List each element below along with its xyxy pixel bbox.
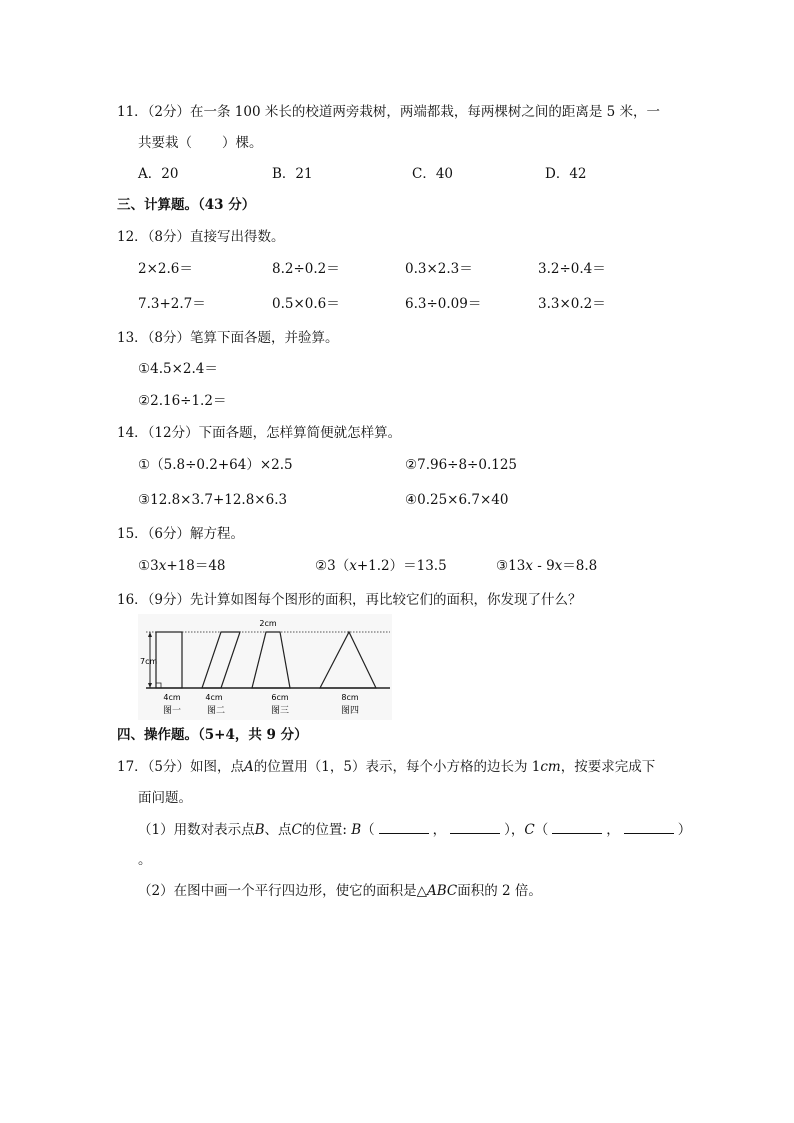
q17-p2-triangle: ABC: [426, 883, 458, 899]
q13-item-1: ①4.5×2.4＝: [138, 361, 218, 377]
q12-r2c2: 0.5×0.6＝: [272, 296, 340, 312]
q17-p1-point-b: B: [254, 822, 265, 838]
q17-text-a: 17．（5分）如图，点: [117, 759, 245, 775]
answer-blank-b-y[interactable]: [450, 819, 500, 834]
q14-item-2: ②7.96÷8÷0.125: [405, 457, 518, 473]
q11-option-d: D．42: [545, 166, 587, 182]
q12-r2c1: 7.3+2.7＝: [138, 296, 206, 312]
q15-e3-mid: - 9: [532, 558, 555, 574]
q17-p1-text-a: （1）用数对表示点: [138, 822, 255, 838]
q15-e3-rest: ＝8.8: [562, 558, 598, 574]
q17-text-b: 的位置用（1，5）表示，每个小方格的边长为 1: [253, 759, 541, 775]
q15-e3-var1: x: [525, 558, 533, 574]
q15-stem: 15．（6分）解方程。: [117, 526, 245, 542]
q15-e2-coef: 3（: [327, 558, 350, 574]
q17-p1-text-b: 、点: [264, 822, 292, 838]
q12-stem: 12．（8分）直接写出得数。: [117, 229, 285, 245]
q17-unit: cm: [540, 759, 561, 775]
q17-p2-text-a: （2）在图中画一个平行四边形，使它的面积是△: [138, 883, 427, 899]
figure-name-3: 图三: [270, 706, 290, 716]
figure-name-2: 图二: [206, 706, 226, 716]
q13-item-2: ②2.16÷1.2＝: [138, 393, 227, 409]
q15-e3-var2: x: [554, 558, 563, 574]
q17-part2: [138, 881, 542, 901]
q11-line2-post: ）棵。: [222, 135, 263, 151]
q11-line2: [138, 133, 263, 153]
q12-r2c4: 3.3×0.2＝: [538, 296, 606, 312]
q15-e3-number: ③: [496, 558, 509, 574]
q17-point-a: A: [244, 759, 254, 775]
q17-p1-comma2: ，: [606, 822, 620, 838]
q17-line1: [117, 757, 655, 777]
top-length-label: 2cm: [259, 619, 277, 628]
q16-shapes-figure: [138, 614, 392, 720]
q17-p1-point-c: C: [291, 822, 302, 838]
q15-e3-coef: 13: [508, 558, 526, 574]
q15-equation-1: [138, 556, 226, 576]
q17-p1-close2: ）: [677, 822, 692, 838]
q17-part1: [138, 819, 691, 840]
q17-p1-close: ），: [504, 822, 525, 838]
answer-blank-b-x[interactable]: [379, 819, 429, 834]
q12-r1c1: 2×2.6＝: [138, 261, 193, 277]
q15-equation-2: [315, 556, 447, 576]
height-label: 7cm: [140, 657, 158, 666]
base-label-2: 4cm: [205, 693, 223, 702]
q15-e1-rest: +18＝48: [166, 558, 226, 574]
q17-p1-point-c2: C: [524, 822, 535, 838]
q13-stem: 13．（8分）笔算下面各题，并验算。: [117, 330, 339, 346]
q14-stem: 14．（12分）下面各题，怎样算简便就怎样算。: [117, 425, 402, 441]
q17-p1-point-b2: B: [351, 822, 362, 838]
base-label-1: 4cm: [163, 693, 181, 702]
q17-p1-text-c: 的位置:: [301, 822, 347, 838]
figure-name-1: 图一: [162, 706, 182, 716]
answer-blank-c-y[interactable]: [624, 819, 674, 834]
q12-r1c2: 8.2÷0.2＝: [272, 261, 340, 277]
q12-r2c3: 6.3÷0.09＝: [405, 296, 482, 312]
q15-e2-number: ②: [315, 558, 328, 574]
q17-p2-text-b: 面积的 2 倍。: [457, 883, 542, 899]
q11-option-a: A．20: [138, 166, 179, 182]
q14-item-4: ④0.25×6.7×40: [405, 492, 509, 508]
q17-part1-end: 。: [138, 852, 152, 868]
q12-r1c3: 0.3×2.3＝: [405, 261, 473, 277]
q15-e1-var: x: [158, 558, 167, 574]
q17-p1-open: （: [361, 822, 375, 838]
q16-stem: 16．（9分）先计算如图每个图形的面积，再比较它们的面积，你发现了什么？: [117, 592, 582, 608]
answer-blank-c-x[interactable]: [552, 819, 602, 834]
q17-p1-open2: （: [534, 822, 549, 838]
base-label-3: 6cm: [271, 693, 289, 702]
q12-r1c4: 3.2÷0.4＝: [538, 261, 606, 277]
section-4-heading: 四、操作题。（5+4，共 9 分）: [117, 727, 308, 743]
q11-option-c: C．40: [412, 166, 454, 182]
q17-text-c: ，按要求完成下: [560, 759, 656, 775]
q15-equation-3: [496, 556, 597, 576]
q14-item-3: ③12.8×3.7+12.8×6.3: [138, 492, 288, 508]
q11-line1: 11．（2分）在一条 100 米长的校道两旁栽树，两端都栽，每两棵树之间的距离是 5 米，一: [117, 104, 661, 120]
q15-e2-rest: +1.2）＝13.5: [356, 558, 447, 574]
base-label-4: 8cm: [341, 693, 359, 702]
q11-line2-pre: 共要栽（: [138, 135, 192, 151]
section-3-heading: 三、计算题。（43 分）: [117, 197, 256, 213]
figure-background: [138, 614, 392, 720]
q14-item-1: ①（5.8÷0.2+64）×2.5: [138, 457, 293, 473]
q15-e1-number: ①: [138, 558, 151, 574]
q17-p1-comma: ，: [432, 822, 447, 838]
q17-line2: 面问题。: [138, 790, 192, 806]
q15-e1-coef: 3: [150, 558, 159, 574]
figure-name-4: 图四: [340, 706, 360, 716]
q11-option-b: B．21: [272, 166, 313, 182]
q15-e2-var: x: [349, 558, 357, 574]
